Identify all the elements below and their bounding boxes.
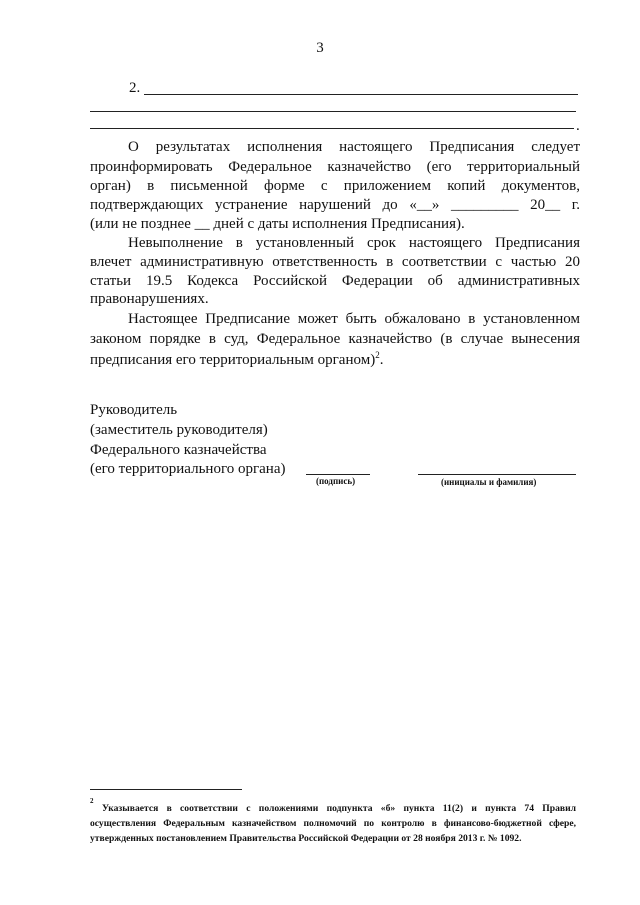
signature-title-line-4: (его территориального органа) — [90, 461, 286, 477]
footnote-separator — [90, 789, 242, 790]
signature-line — [306, 474, 370, 475]
para2-line-1: Невыполнение в установленный срок настоящего Предписания — [128, 235, 580, 251]
name-caption: (инициалы и фамилия) — [441, 477, 537, 487]
blank-line-3 — [90, 128, 574, 129]
blank-line-2 — [90, 111, 576, 112]
signature-caption: (подпись) — [316, 476, 356, 486]
para3-line-2: законом порядке в суд, Федеральное казначейство (в случае вынесения — [90, 331, 580, 347]
para3-line-3 — [90, 350, 383, 370]
item-2-number: 2. — [129, 80, 141, 96]
name-line — [418, 474, 576, 475]
para2-line-3: статьи 19.5 Кодекса Российской Федерации об административных — [90, 273, 580, 289]
footnote-line-3: утвержденных постановлением Правительства Российской Федерации от 28 ноября 2013 г. № 1092. — [90, 833, 522, 844]
blank-line-end-dot: . — [576, 118, 580, 134]
para3-end: . — [379, 352, 384, 368]
page-number: 3 — [316, 40, 324, 56]
signature-title-line-2: (заместитель руководителя) — [90, 422, 268, 438]
para1-line-4: подтверждающих устранение нарушений до «__» _________ 20__ г. — [90, 197, 580, 213]
para1-line-1: О результатах исполнения настоящего Предписания следует — [128, 139, 580, 155]
footnote-number: 2 — [90, 797, 94, 805]
para3-line-3-text: предписания его территориальным органом) — [90, 352, 376, 368]
para2-line-4: правонарушениях. — [90, 291, 209, 307]
footnote-line-1: Указывается в соответствии с положениями подпункта «б» пункта 11(2) и пункта 74 Правил — [102, 803, 576, 814]
para3-line-1: Настоящее Предписание может быть обжаловано в установленном — [128, 311, 580, 327]
para1-line-2: проинформировать Федеральное казначейство (его территориальный — [90, 159, 580, 175]
footnote-ref-2: 2 — [375, 350, 380, 360]
blank-line-1 — [144, 94, 578, 95]
signature-title-line-1: Руководитель — [90, 402, 178, 418]
footnote-line-2: осуществления Федеральным казначейством полномочий по контролю в финансово-бюджетной сфере, — [90, 818, 576, 829]
para1-line-5: (или не позднее __ дней с даты исполнения Предписания). — [90, 216, 465, 232]
para2-line-2: влечет административную ответственность в соответствии с частью 20 — [90, 254, 580, 270]
signature-title-line-3: Федерального казначейства — [90, 442, 267, 458]
para1-line-3: орган) в письменной форме с приложением копий документов, — [90, 178, 580, 194]
